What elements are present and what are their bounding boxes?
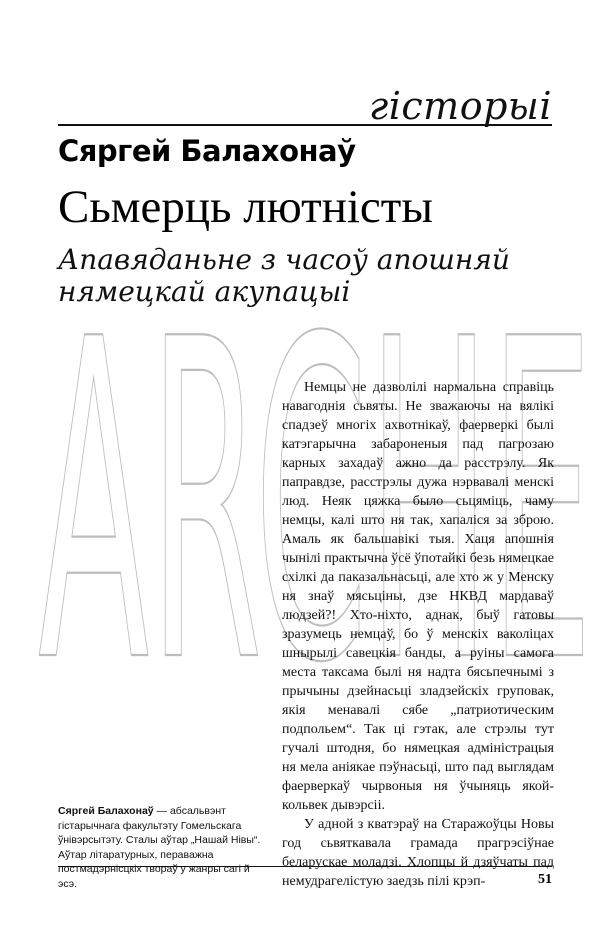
page-number: 51: [538, 872, 552, 887]
bio-text: — абсальвэнт гістарычнага факультэту Гомельскага ўнівэрсытэту. Сталы аўтар „Нашай Нівы“. Аўтар літаратурных, пераважна постмадэрнісцкіх твораў у жанры сагі й эсэ.: [58, 805, 261, 890]
bio-author-name: Сяргей Балахонаў: [58, 805, 154, 817]
header-rule: [58, 124, 552, 126]
article-paragraph: Немцы не дазволілі нармальна справіць навагоднія сьвяты. Не зважаючы на вялікі спадзеў многіх ахвотнікаў, фаерверкі былі катэгарычна забароненыя пад пагрозаю карных захадаў ажно да расстрэлу. Як паправдзе, расстрэлы дужа нэрвавалі менскі люд. Неяк цяжка было сьцяміць, чаму немцы, калі што ня так, хапаліся за зброю. Амаль як бальшавікі тыя. Хаця апошнія чынілі практычна ўсё ўпотайкі безь нямецкае схілкі да паказальнасьці, але хто ж у Менску ня знаў мясьціны, дзе НКВД мардаваў людзей?! Хто-ніхто, аднак, быў гатовы зразумець немцаў, бо ў менскіх ваколіцах шнырылі савецкія банды, а руіны самога места таксама былі ня надта бясьпечнымі з прычыны дзейнасьці зладзейскіх груповак, якія менавалі сябе „патриотическим подпольем“. Так ці гэтак, але стрэлы тут гучалі штодня, бо нямецкая адміністрацыя ня мела аніякае пэўнасьці, што пад выглядам фаерверкаў чырвоныя ня ўчыняць якой-кольвек дывэрсіі.: [282, 380, 554, 813]
section-rubric: гісторыі: [369, 84, 552, 128]
article-body: [282, 378, 554, 891]
footer-rule: [58, 866, 552, 867]
story-subtitle: Апавяданьне з часоў апошняй нямецкай акупацыі: [58, 243, 510, 308]
watermark-text: ARCHE: [38, 247, 593, 665]
story-title: Сьмерць лютністы: [58, 181, 433, 233]
author-bio: [58, 804, 268, 891]
author-name: Сяргей Балахонаў: [58, 134, 356, 168]
article-paragraph: У адной з кватэраў на Старажоўцы Новы год сьвяткавала грамада прагрэсіўнае беларускае моладзі. Хлопцы й дзяўчаты пад немудрагелістую заедзь пілі крэп-: [282, 817, 554, 889]
